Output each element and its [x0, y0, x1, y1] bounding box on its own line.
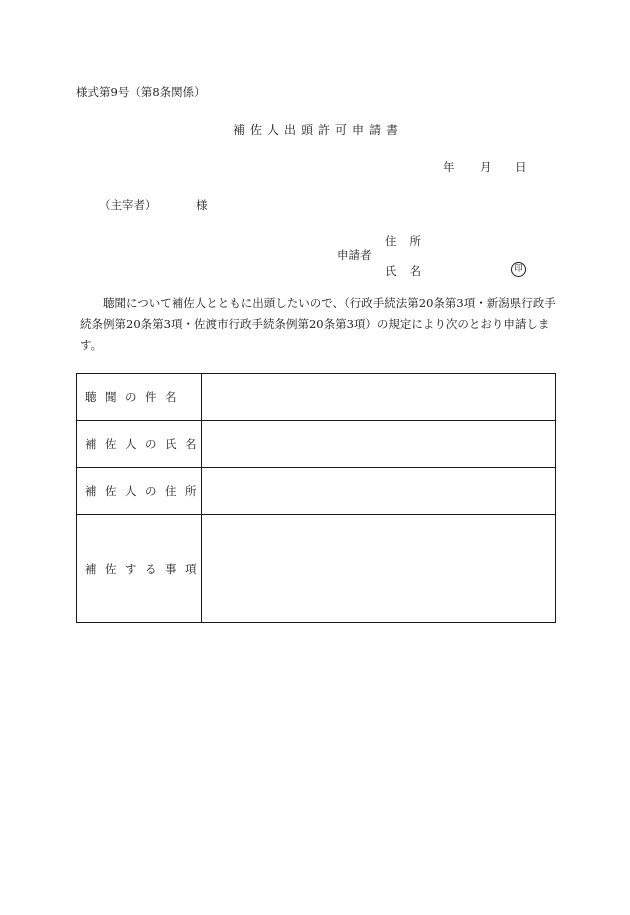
- hearing-subject-field[interactable]: [202, 374, 556, 421]
- table-row: [77, 374, 556, 421]
- table-row: [77, 515, 556, 623]
- addressee-honorific: 様: [196, 198, 208, 212]
- document-title: 補佐人出頭許可申請書: [233, 123, 404, 137]
- form-number: 様式第9号（第8条関係）: [76, 85, 206, 99]
- assistance-matters-field[interactable]: [202, 515, 556, 623]
- application-table: [76, 373, 556, 623]
- assistant-address-field[interactable]: [202, 468, 556, 515]
- hearing-subject-label: 聴聞の件名: [77, 374, 202, 421]
- assistant-name-field[interactable]: [202, 421, 556, 468]
- applicant-address-label: 住所: [385, 234, 434, 248]
- applicant-label: 申請者: [337, 248, 372, 262]
- date-day-label: 日: [515, 160, 527, 174]
- table-row: [77, 421, 556, 468]
- applicant-name-label: 氏名: [385, 264, 434, 278]
- date-month-label: 月: [480, 160, 492, 174]
- date-year-label: 年: [443, 160, 455, 174]
- assistant-address-label: 補佐人の住所: [77, 468, 202, 515]
- table-row: [77, 468, 556, 515]
- application-statement: 聴聞について補佐人とともに出頭したいので、（行政手続法第20条第3項・新潟県行政手続条例第20条第3項・佐渡市行政手続条例第20条第3項）の規定により次のとおり申請します。: [80, 296, 556, 352]
- addressee-role: （主宰者）: [99, 198, 157, 212]
- seal-icon: 印: [511, 262, 526, 277]
- assistance-matters-label: 補佐する事項: [77, 515, 202, 623]
- assistant-name-label: 補佐人の氏名: [77, 421, 202, 468]
